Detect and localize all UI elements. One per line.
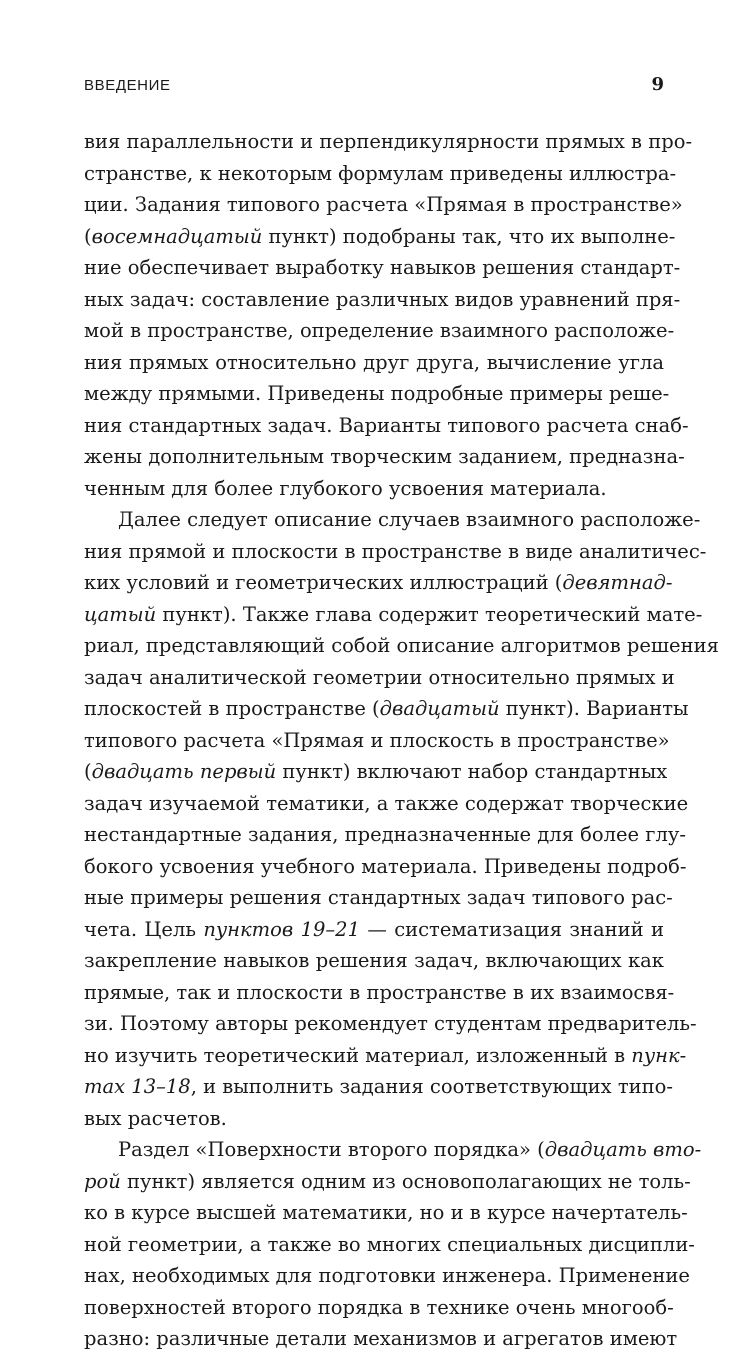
page-header — [84, 74, 664, 95]
text-line — [84, 1008, 697, 1040]
text-run: риал, представляющий собой описание алгоритмов решения — [84, 634, 719, 657]
text-line — [84, 1292, 674, 1324]
text-run: типового расчета «Прямая и плоскость в пространстве» — [84, 728, 670, 752]
text-line — [84, 1040, 687, 1072]
text-run: — систематизация знаний и — [359, 917, 664, 941]
text-run: ких условий и геометрических иллюстраций ( — [84, 571, 563, 594]
text-run: ченным для более глубокого усвоения материала. — [84, 476, 607, 500]
text-run: вия параллельности и перпендикулярности прямых в про- — [84, 130, 693, 153]
text-run: закрепление навыков решения задач, включающих как — [84, 949, 664, 972]
text-run: пункт). Также глава содержит теоретический мате- — [156, 602, 703, 626]
text-run: мой в пространстве, определение взаимного расположе- — [84, 319, 675, 342]
text-line — [84, 914, 664, 946]
italic-text: рой — [84, 1169, 121, 1193]
text-run: чета. Цель — [84, 917, 204, 941]
text-line — [84, 1323, 678, 1355]
text-run: но изучить теоретический материал, изложенный в — [84, 1043, 632, 1067]
text-line — [84, 536, 707, 568]
body-text — [84, 126, 719, 1355]
text-run: пункт) подобраны так, что их выполне- — [262, 224, 676, 248]
text-line — [84, 693, 689, 725]
text-run: задач изучаемой тематики, а также содержат творческие — [84, 791, 689, 815]
italic-text: восемнадцатый — [91, 224, 263, 248]
text-run: странстве, к некоторым формулам приведены иллюстра- — [84, 161, 677, 185]
text-run: ние обеспечивает выработку навыков решения стандарт- — [84, 256, 681, 279]
text-line — [84, 977, 675, 1009]
text-line — [84, 662, 675, 694]
text-line — [84, 1103, 664, 1135]
text-run: ( — [84, 760, 92, 783]
text-run: ных задач: составление различных видов уравнений пря- — [84, 287, 681, 311]
text-line — [84, 221, 676, 253]
italic-text: пунк- — [631, 1043, 687, 1067]
text-run: ния стандартных задач. Варианты типового расчета снаб- — [84, 413, 689, 437]
text-run: нестандартные задания, предназначенные для более глу- — [84, 823, 686, 846]
text-run: ния прямых относительно друг друга, вычисление угла — [84, 350, 664, 374]
italic-text: двадцать первый — [91, 760, 277, 783]
text-line — [84, 567, 673, 599]
text-run: ной геометрии, а также во многих специальных дисципли- — [84, 1232, 695, 1256]
text-line — [84, 284, 681, 316]
text-run: задач аналитической геометрии относительно прямых и — [84, 665, 675, 689]
text-line — [84, 756, 668, 788]
text-line — [84, 158, 677, 190]
text-run: вых расчетов. — [84, 1106, 227, 1130]
text-run: зи. Поэтому авторы рекомендует студентам предваритель- — [84, 1012, 697, 1035]
text-run: прямые, так и плоскости в пространстве в их взаимосвя- — [84, 980, 675, 1004]
text-line — [84, 189, 683, 221]
text-line — [84, 945, 664, 977]
text-run: пункт) является одним из основополагающих не толь- — [120, 1169, 691, 1193]
text-line — [84, 725, 670, 757]
page-number: 9 — [651, 74, 664, 95]
text-run: Раздел «Поверхности второго порядка» ( — [118, 1138, 545, 1161]
text-line — [84, 126, 693, 158]
text-line — [84, 441, 685, 473]
text-line — [84, 473, 664, 505]
text-line — [84, 410, 689, 442]
text-line — [84, 1071, 673, 1103]
text-line — [84, 315, 675, 347]
text-run: между прямыми. Приведены подробные примеры реше- — [84, 382, 670, 405]
italic-text: тах 13–18 — [84, 1075, 191, 1098]
text-run: пункт) включают набор стандартных — [276, 760, 668, 783]
running-title: ВВЕДЕНИЕ — [84, 77, 171, 94]
text-run: Далее следует описание случаев взаимного расположе- — [118, 508, 701, 531]
text-run: ( — [84, 224, 92, 248]
text-line — [84, 788, 689, 820]
text-line — [84, 851, 687, 883]
text-run: ко в курсе высшей математики, но и в курсе начертатель- — [84, 1201, 688, 1224]
text-run: , и выполнить задания соответствующих типо- — [190, 1075, 673, 1098]
italic-text: девятнад- — [562, 571, 673, 594]
text-line — [84, 347, 664, 379]
text-line — [84, 252, 681, 284]
text-run: жены дополнительным творческим заданием, предназна- — [84, 445, 685, 468]
text-run: плоскостей в пространстве ( — [84, 697, 380, 720]
text-line — [84, 1166, 691, 1198]
text-line — [84, 504, 701, 536]
text-run: разно: различные детали механизмов и агрегатов имеют — [84, 1327, 678, 1350]
text-line — [84, 630, 719, 662]
text-line — [84, 599, 703, 631]
text-line — [84, 1197, 688, 1229]
text-run: поверхностей второго порядка в технике очень многооб- — [84, 1295, 674, 1319]
text-line — [84, 1260, 690, 1292]
text-line — [84, 819, 686, 851]
text-run: ные примеры решения стандартных задач типового рас- — [84, 886, 673, 909]
italic-text: двадцатый — [379, 697, 500, 720]
italic-text: цатый — [84, 602, 157, 626]
text-run: ния прямой и плоскости в пространстве в виде аналитичес- — [84, 539, 707, 563]
text-run: нах, необходимых для подготовки инженера. Применение — [84, 1264, 690, 1287]
text-run: пункт). Варианты — [499, 697, 689, 720]
text-run: ции. Задания типового расчета «Прямая в пространстве» — [84, 193, 683, 216]
text-run: бокого усвоения учебного материала. Приведены подроб- — [84, 854, 687, 878]
text-line — [84, 378, 670, 410]
italic-text: двадцать вто- — [544, 1138, 702, 1161]
text-line — [84, 1229, 695, 1261]
italic-text: пунктов 19–21 — [203, 917, 360, 941]
text-line — [84, 882, 673, 914]
text-line — [84, 1134, 702, 1166]
